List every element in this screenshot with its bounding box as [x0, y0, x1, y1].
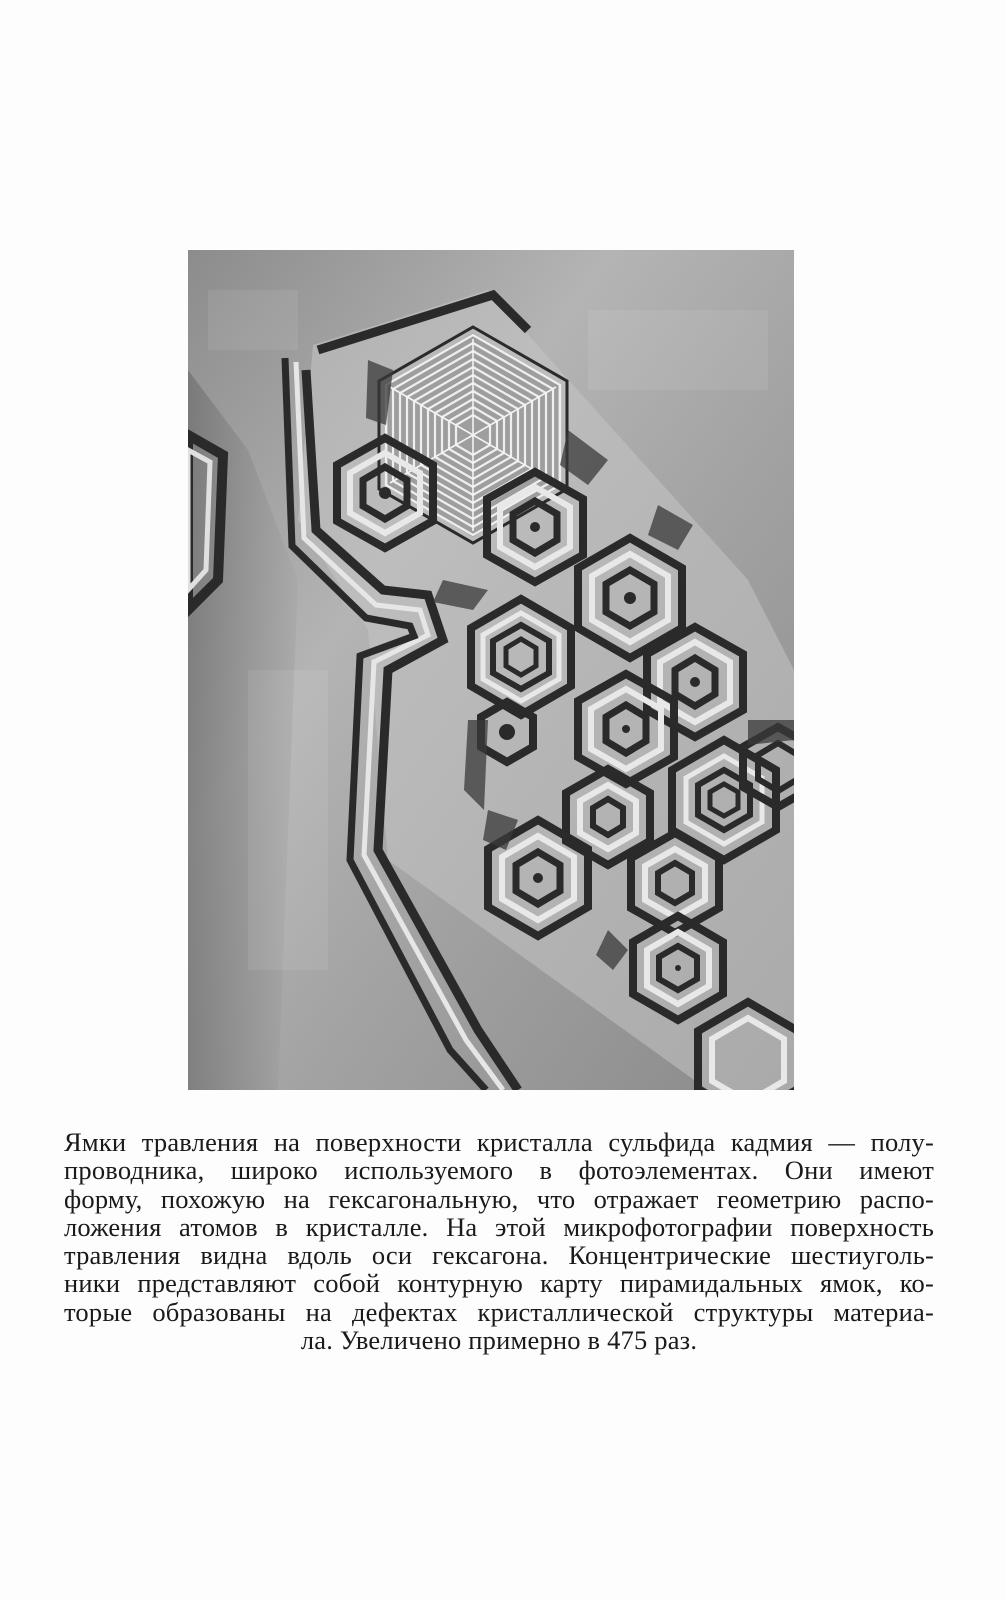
- caption-line: травления видна вдоль оси гексагона. Концентрические шестиуголь-: [64, 1240, 934, 1271]
- caption-line: торые образованы на дефектах кристаллической структуры материа-: [64, 1296, 934, 1327]
- micrograph-image: [188, 250, 794, 1090]
- micrograph-photo: [188, 250, 794, 1090]
- caption-line: форму, похожую на гексагональную, что отражает геометрию распо-: [64, 1183, 934, 1214]
- caption-line-last: ла. Увеличено примерно в 475 раз.: [300, 1325, 698, 1356]
- figure-caption: [64, 1128, 934, 1354]
- caption-line: ники представляют собой контурную карту пирамидальных ямок, ко-: [64, 1268, 934, 1299]
- caption-line: ложения атомов в кристалле. На этой микрофотографии поверхность: [64, 1211, 934, 1242]
- caption-line: проводника, широко используемого в фотоэлементах. Они имеют: [64, 1155, 934, 1186]
- caption-line: Ямки травления на поверхности кристалла сульфида кадмия — полу-: [64, 1127, 934, 1157]
